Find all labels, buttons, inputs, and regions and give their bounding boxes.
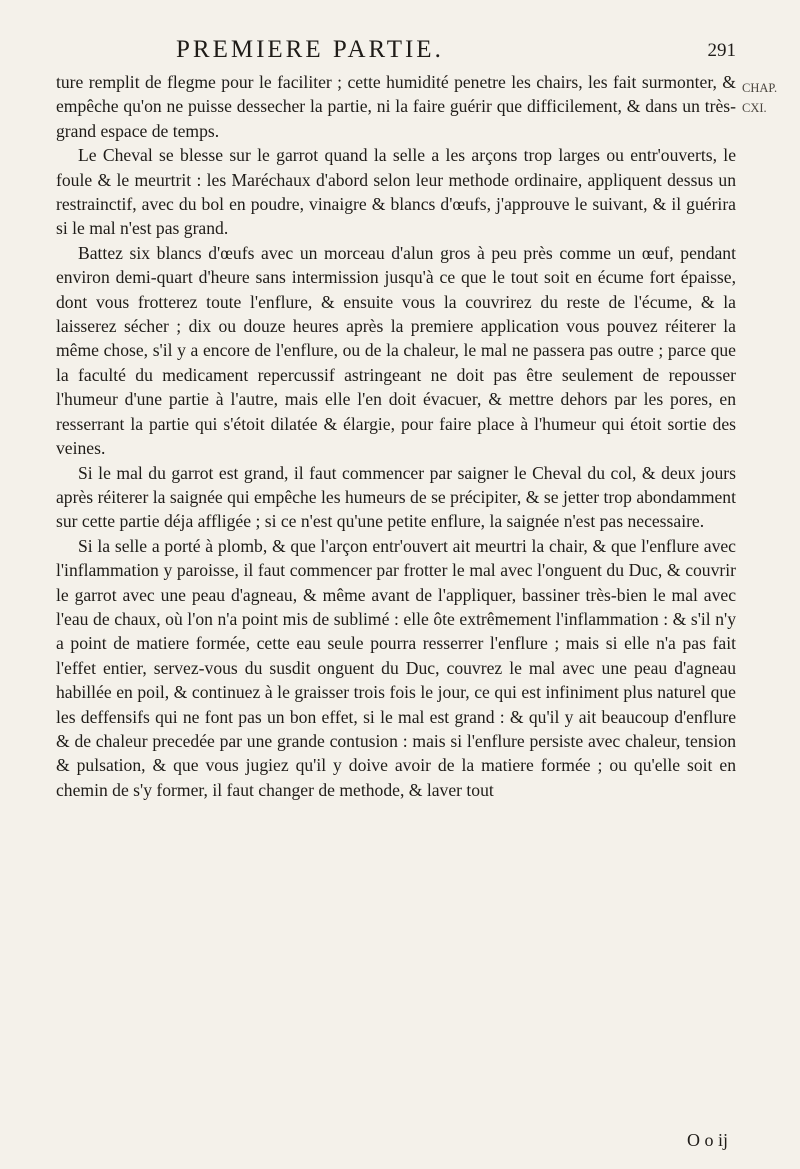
running-head [168,36,736,70]
margin-note-number: CXI. [742,101,767,115]
paragraph-remede-blancs-oeufs: Battez six blancs d'œufs avec un morceau d'alun gros à peu près comme un œuf, pendant environ demi-quart d'heure sans intermission jusqu'à ce que le tout soit en écume fort épaisse, dont vous frotterez toute l'enflure, & ensuite vous la couvrirez du reste de l'écume, & la laisserez sécher ; dix ou douze heures après la premiere application vous pouvez réiterer la même chose, s'il y a encore de l'enflure, ou de la chaleur, le mal ne passera pas outre ; parce que la faculté du medicament repercussif astringeant ne doit pas être seulement de repousser l'humeur d'une partie à l'autre, mais elle l'en doit évacuer, & mettre dehors par les pores, en resserrant la partie qui s'étoit dilatée & élargie, pour faire place à l'humeur qui étoit sortie des veines. [56,242,736,459]
paragraph-saignee: Si le mal du garrot est grand, il faut commencer par saigner le Cheval du col, & deux jours après réiterer la saignée qui empêche les humeurs de se précipiter, & se jetter trop abondamment sur cette partie déja affligée ; si ce n'est qu'une petite enflure, la saignée n'est pas necessaire. [56,462,736,532]
signature-mark: O o ij [686,1130,728,1150]
running-title: PREMIERE PARTIE. [176,36,444,63]
page-number: 291 [707,40,736,61]
paragraph-onguent-du-duc: Si la selle a porté à plomb, & que l'arçon entr'ouvert ait meurtri la chair, & que l'enflure avec l'inflammation y paroisse, il faut commencer par frotter le mal avec l'onguent du Duc, & couvrir le garrot avec une peau d'agneau, & même avant de l'appliquer, bassiner très-bien le mal avec l'eau de chaux, où l'on n'a point mis de sublimé : elle ôte extrêmement l'inflammation : & s'il n'y a point de matiere formée, cette eau seule pourra resserrer l'enflure ; mais si elle n'a pas fait l'effet entier, servez-vous du susdit onguent du Duc, couvrez le mal avec une peau d'agneau habillée en poil, & continuez à le graisser trois fois le jour, ce qui est infiniment plus naturel que les deffensifs qui ne font pas un bon effet, si le mal est grand : & qu'il y ait beaucoup d'enflure & de chaleur precedée par une grande contusion : mais si l'enflure persiste avec chaleur, tension & pulsation, & que vous jugiez qu'il y doive avoir de la matiere formée ; ou qu'elle soit en chemin de s'y former, il faut changer de methode, & laver tout [56,535,736,800]
chapter-margin-note [742,78,798,118]
paragraph-continuation: ture remplit de flegme pour le faciliter ; cette humidité penetre les chairs, les fait surmonter, & empêche qu'on ne puisse dessecher la partie, ni la faire guérir que difficilement, & dans un très-grand espace de temps. [56,72,736,141]
body-text [56,70,736,802]
paragraph-garrot-blessure: Le Cheval se blesse sur le garrot quand la selle a les arçons trop larges ou entr'ouverts, le foule & le meurtrit : les Maréchaux d'abord selon leur methode ordinaire, appliquent dessus un restrainctif, avec du bol en poudre, vinaigre & blancs d'œufs, j'approuve le suivant, & il guérira si le mal n'est pas grand. [56,145,736,239]
margin-note-chapter: CHAP. [742,81,778,95]
